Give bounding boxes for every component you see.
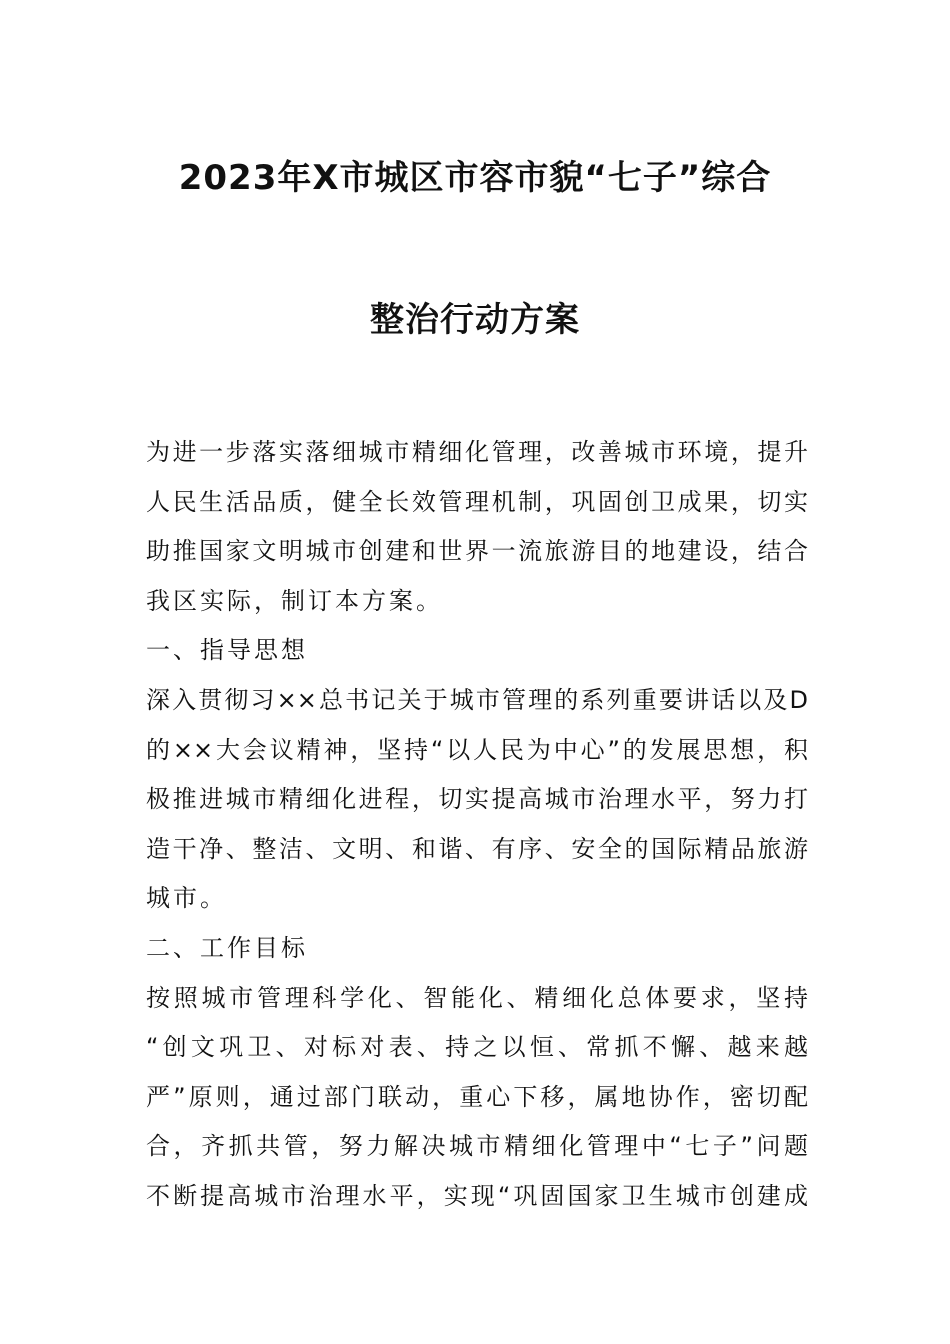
body-text-line: 一、指导思想 xyxy=(146,636,308,665)
body-text-line: 不断提高城市治理水平，实现“巩固国家卫生城市创建成 xyxy=(146,1181,808,1210)
body-text-line: 的××大会议精神，坚持“以人民为中心”的发展思想，积 xyxy=(146,735,808,764)
body-text-line: 二、工作目标 xyxy=(146,933,308,962)
body-text-line: 极推进城市精细化进程，切实提高城市治理水平，努力打 xyxy=(146,785,808,814)
body-text-line: 合，齐抓共管，努力解决城市精细化管理中“七子”问题 xyxy=(146,1132,808,1161)
document-title-line-1: 2023年X市城区市容市貌“七子”综合 xyxy=(178,158,772,198)
body-text-line: 深入贯彻习××总书记关于城市管理的系列重要讲话以及D xyxy=(146,685,808,714)
body-text-line: 为进一步落实落细城市精细化管理，改善城市环境，提升 xyxy=(146,438,808,466)
document-title-line-2: 整治行动方案 xyxy=(370,300,580,340)
body-text-line: 按照城市管理科学化、智能化、精细化总体要求，坚持 xyxy=(146,983,808,1012)
body-text-line: 助推国家文明城市创建和世界一流旅游目的地建设，结合 xyxy=(146,537,808,566)
body-text-line: 严”原则，通过部门联动，重心下移，属地协作，密切配 xyxy=(146,1082,808,1111)
body-text-line: 人民生活品质，健全长效管理机制，巩固创卫成果，切实 xyxy=(146,487,808,516)
body-text-line: 城市。 xyxy=(146,884,227,913)
body-text-line: “创文巩卫、对标对表、持之以恒、常抓不懈、越来越 xyxy=(146,1033,808,1062)
body-text-line: 我区实际，制订本方案。 xyxy=(146,586,443,615)
document-body xyxy=(146,428,808,1222)
body-text-line: 造干净、整洁、文明、和谐、有序、安全的国际精品旅游 xyxy=(146,834,808,863)
